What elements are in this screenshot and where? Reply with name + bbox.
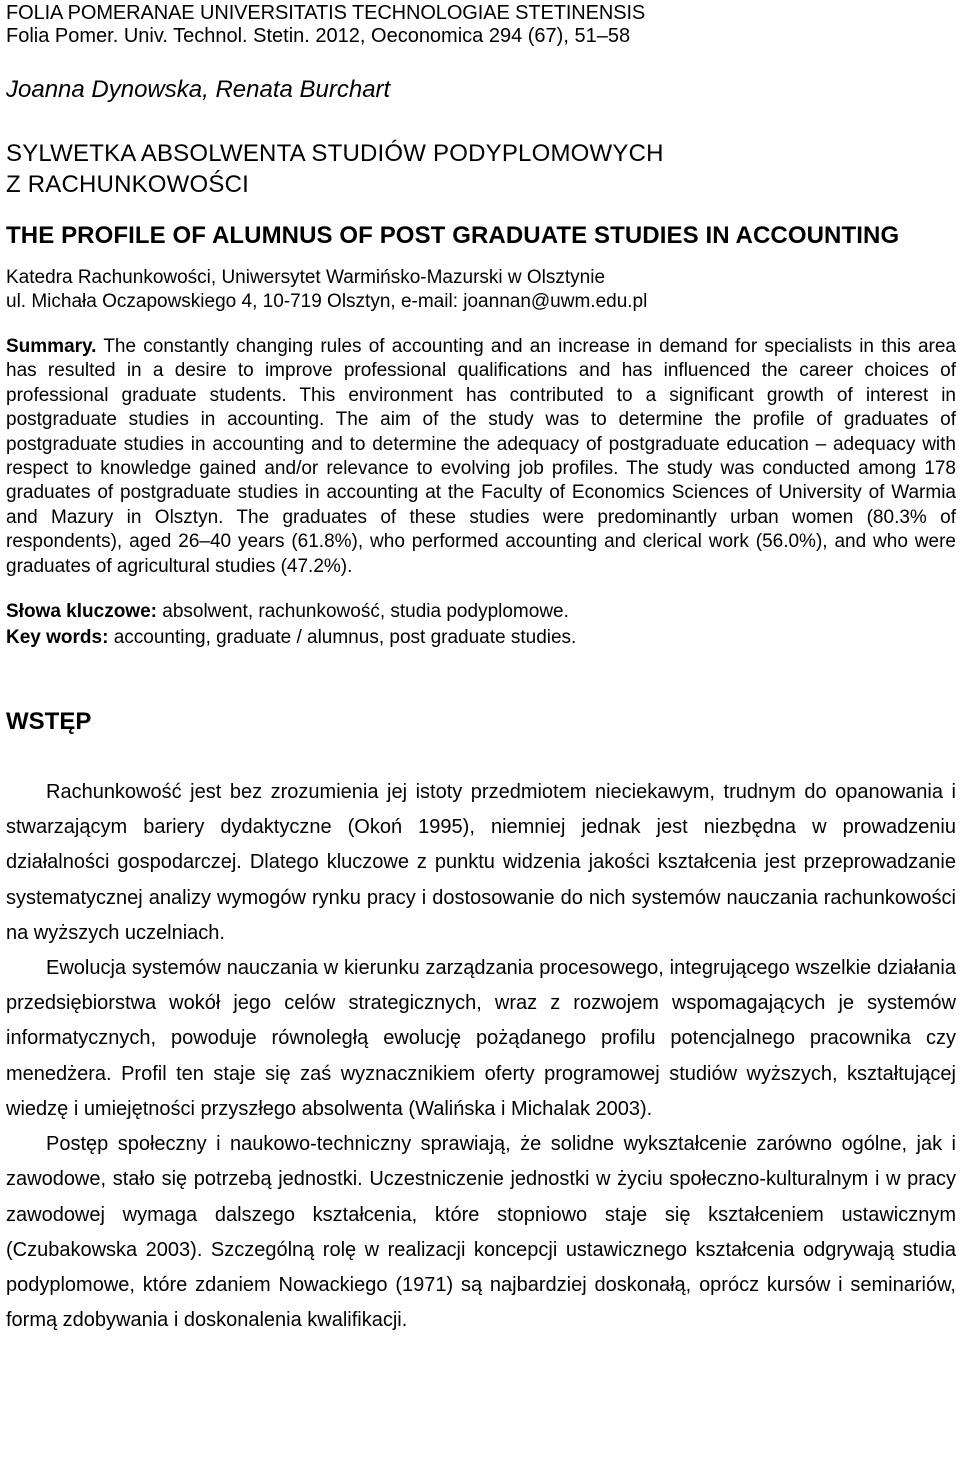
journal-name: FOLIA POMERANAE UNIVERSITATIS TECHNOLOGIAE STETINENSIS: [6, 2, 646, 24]
article-authors: Joanna Dynowska, Renata Burchart: [6, 76, 391, 103]
body-paragraph-3: Postęp społeczny i naukowo-techniczny sprawiają, że solidne wykształcenie zarówno ogólne, jak i zawodowe, stało się potrzebą jednostki. Uczestniczenie jednostki w życiu społeczno-kulturalnym i w pracy zawodowej wymaga dalszego kształcenia, które stopniowo staje się kształceniem ustawicznym (Czubakowska 2003). Szczególną rolę w realizacji koncepcji ustawicznego kształcenia odgrywają studia podyplomowe, które zdaniem Nowackiego (1971) są najbardziej doskonałą, oprócz kursów i seminariów, formą zdobywania i doskonalenia kwalifikacji.: [6, 1133, 956, 1332]
title-polish-line-1: SYLWETKA ABSOLWENTA STUDIÓW PODYPLOMOWYCH: [6, 140, 664, 167]
summary-block: [6, 335, 956, 579]
keywords-polish: [6, 599, 956, 625]
keywords-english-text: accounting, graduate / alumnus, post graduate studies.: [108, 627, 577, 649]
keywords-english: [6, 625, 956, 651]
title-english: THE PROFILE OF ALUMNUS OF POST GRADUATE STUDIES IN ACCOUNTING: [6, 222, 900, 249]
keywords-english-label: Key words:: [6, 627, 109, 649]
section-body: [6, 775, 956, 1338]
keywords-block: [6, 599, 956, 651]
body-paragraph-2: Ewolucja systemów nauczania w kierunku zarządzania procesowego, integrującego wszelkie działania przedsiębiorstwa wokół jego celów strategicznych, wraz z rozwojem wspomagających je systemów informatycznych, powoduje równoległą ewolucję pożądanego profilu potencjalnego pracownika czy menedżera. Profil ten staje się zaś wyznacznikiem oferty programowej studiów wyższych, kształtującej wiedzę i umiejętności przyszłego absolwenta (Walińska i Michalak 2003).: [6, 957, 956, 1120]
affiliation-line-1: Katedra Rachunkowości, Uniwersytet Warmińsko-Mazurski w Olsztynie: [6, 267, 606, 288]
address-text: ul. Michała Oczapowskiego 4, 10-719 Olsztyn, e-mail:: [6, 291, 464, 312]
paper-page: [6, 0, 956, 1338]
title-polish: [6, 138, 956, 200]
keywords-polish-label: Słowa kluczowe:: [6, 601, 157, 623]
title-polish-line-2: Z RACHUNKOWOŚCI: [6, 171, 249, 198]
summary-label: Summary.: [6, 336, 97, 357]
summary-text: The constantly changing rules of accounting and an increase in demand for specialists in this area has resulted in a desire to improve professional qualifications and has influenced the career choices of professional graduate students. This environment has contributed to a significant growth of interest in postgraduate studies in accounting. The aim of the study was to determine the profile of graduates of postgraduate studies in accounting and to determine the adequacy of postgraduate education – adequacy with respect to knowledge gained and/or relevance to evolving job profiles. The study was conducted among 178 graduates of postgraduate studies in accounting at the Faculty of Economics Sciences of University of Warmia and Mazury in Olsztyn. The graduates of these studies were predominantly urban women (80.3% of respondents), aged 26–40 years (61.8%), who performed accounting and clerical work (56.0%), and who were graduates of agricultural studies (47.2%).: [6, 336, 956, 577]
affiliation-line-2: [6, 290, 956, 314]
body-paragraph-1: Rachunkowość jest bez zrozumienia jej istoty przedmiotem nieciekawym, trudnym do opanowania i stwarzającym bariery dydaktyczne (Okoń 1995), niemniej jednak jest niezbędna w prowadzeniu działalności gospodarczej. Dlatego kluczowe z punktu widzenia jakości kształcenia jest przeprowadzanie systematycznej analizy wymogów rynku pracy i dostosowanie do nich systemów nauczania rachunkowości na wyższych uczelniach.: [6, 781, 956, 944]
journal-citation: Folia Pomer. Univ. Technol. Stetin. 2012, Oeconomica 294 (67), 51–58: [6, 25, 631, 47]
keywords-polish-text: absolwent, rachunkowość, studia podyplomowe.: [156, 601, 569, 623]
section-heading: WSTĘP: [6, 708, 92, 736]
affiliation: [6, 266, 956, 314]
email-link[interactable]: joannan@uwm.edu.pl: [463, 291, 648, 312]
